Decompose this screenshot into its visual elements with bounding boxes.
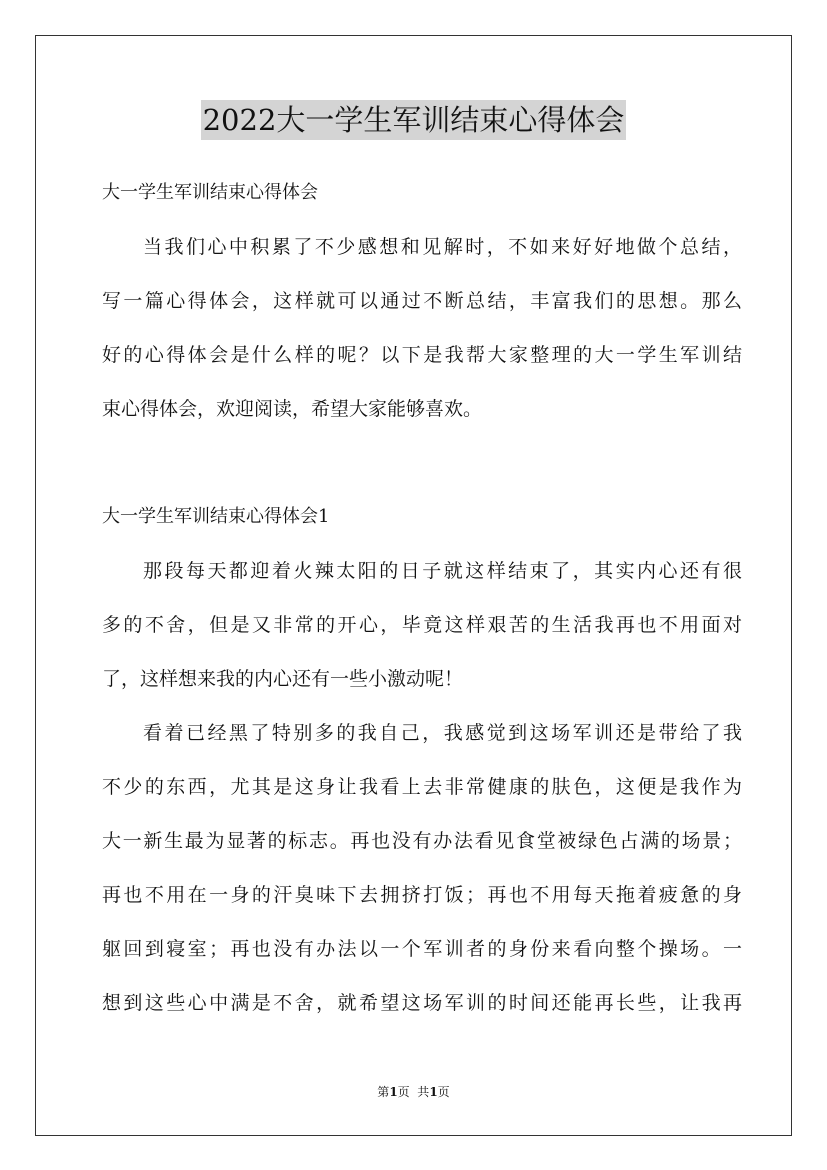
footer-prefix: 第	[377, 1085, 390, 1099]
footer-page-number: 1	[389, 1085, 398, 1099]
section1-para2-line: 想到这些心中满是不舍，就希望这场军训的时间还能再长些，让我再	[102, 992, 742, 1014]
intro-heading: 大一学生军训结束心得体会	[102, 182, 318, 203]
section1-para2-line: 躯回到寝室；再也没有办法以一个军训者的身份来看向整个操场。一	[102, 938, 742, 960]
intro-line: 写一篇心得体会，这样就可以通过不断总结，丰富我们的思想。那么	[102, 290, 742, 312]
intro-line: 当我们心中积累了不少感想和见解时，不如来好好地做个总结，	[143, 236, 742, 258]
page-footer	[0, 1082, 827, 1102]
section1-heading: 大一学生军训结束心得体会1	[102, 506, 330, 527]
footer-suffix: 页	[437, 1085, 450, 1099]
paragraph-gap	[102, 443, 742, 497]
intro-line: 束心得体会，欢迎阅读，希望大家能够喜欢。	[102, 398, 483, 420]
section1-para1-line: 了，这样想来我的内心还有一些小激动呢！	[102, 668, 464, 690]
section1-para2-line: 大一新生最为显著的标志。再也没有办法看见食堂被绿色占满的场景；	[102, 830, 742, 852]
section1-para2-line: 再也不用在一身的汗臭味下去拥挤打饭；再也不用每天拖着疲惫的身	[102, 884, 742, 906]
footer-total-pages: 1	[429, 1085, 438, 1099]
intro-line: 好的心得体会是什么样的呢？以下是我帮大家整理的大一学生军训结	[102, 344, 742, 366]
section1-para1-line: 那段每天都迎着火辣太阳的日子就这样结束了，其实内心还有很	[143, 560, 742, 582]
section1-para2-line: 看着已经黑了特别多的我自己，我感觉到这场军训还是带给了我	[143, 722, 742, 744]
title-container	[0, 100, 827, 140]
footer-middle: 页 共	[397, 1085, 430, 1099]
section1-para1-line: 多的不舍，但是又非常的开心，毕竟这样艰苦的生活我再也不用面对	[102, 614, 742, 636]
document-body	[102, 173, 742, 1037]
document-title: 2022大一学生军训结束心得体会	[201, 100, 627, 140]
section1-para2-line: 不少的东西，尤其是这身让我看上去非常健康的肤色，这便是我作为	[102, 776, 742, 798]
